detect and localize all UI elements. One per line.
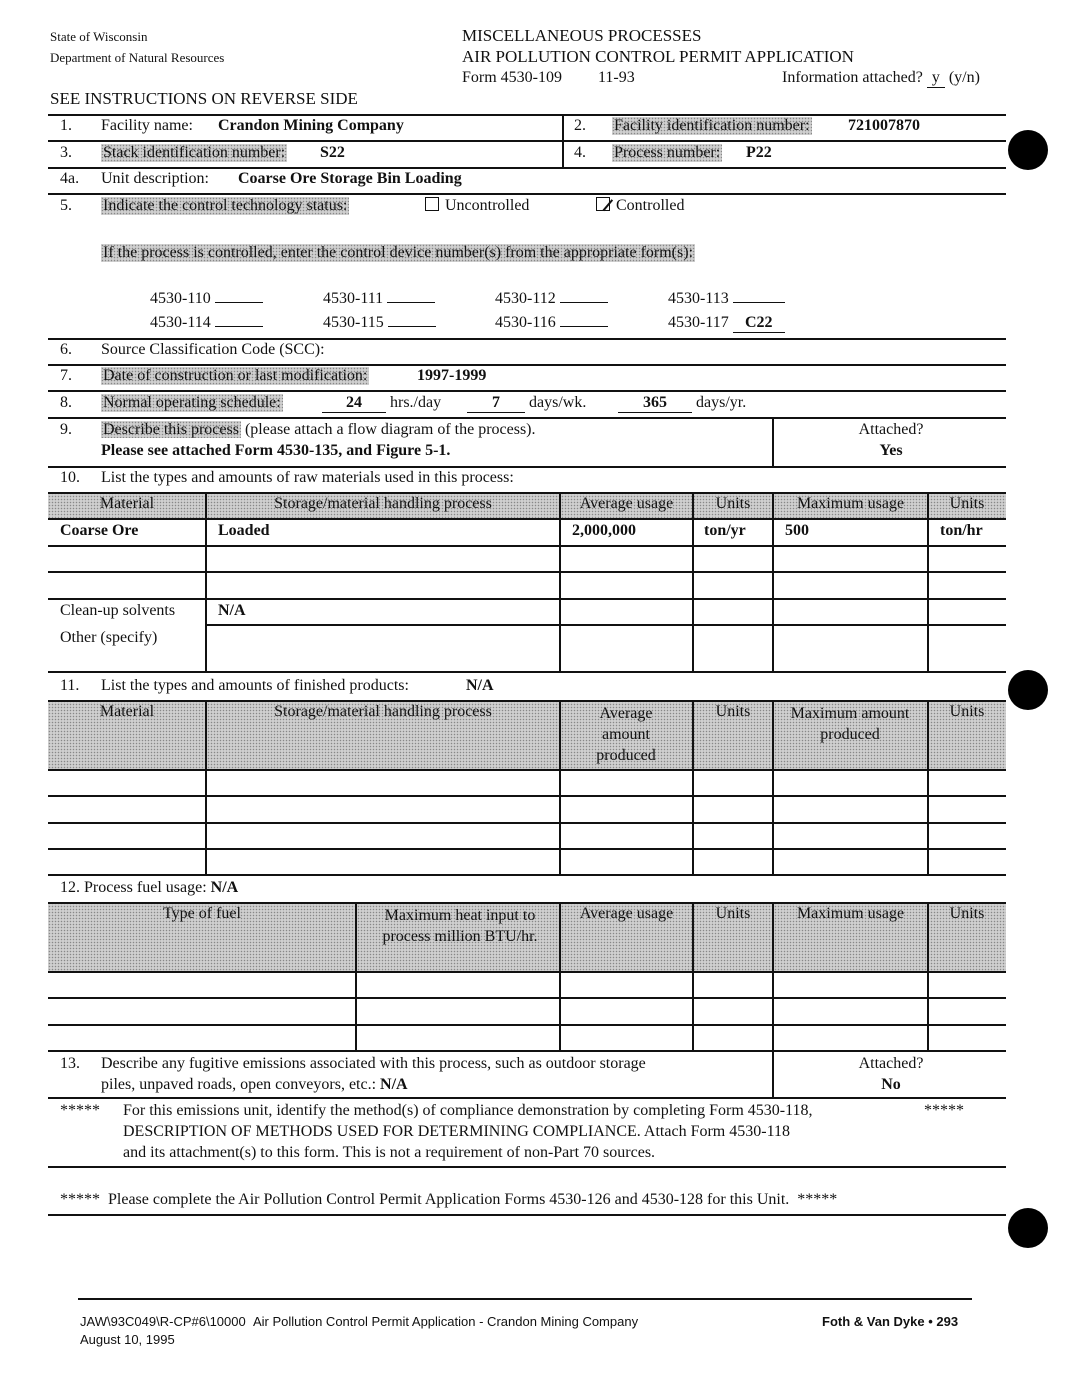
- instructions-note: SEE INSTRUCTIONS ON REVERSE SIDE: [50, 89, 358, 108]
- compliance-stars-right: *****: [924, 1102, 964, 1119]
- control-device-110[interactable]: [215, 302, 263, 303]
- q1-label: Facility name:: [101, 117, 193, 134]
- form-4530-114: 4530-114: [150, 314, 263, 332]
- rule: [48, 417, 1006, 419]
- table-cell: Clean-up solvents: [60, 602, 176, 619]
- rule: [48, 571, 1006, 573]
- q2-num: 2.: [574, 117, 586, 134]
- footer-rule: [78, 1298, 972, 1300]
- fp-col-maximum: Maximum amount produced: [790, 705, 910, 743]
- q8-num: 8.: [60, 394, 72, 411]
- rule: [48, 997, 1006, 999]
- form-4530-117: 4530-117 C22: [668, 314, 785, 333]
- days-per-year-value[interactable]: 365: [618, 394, 692, 413]
- info-attached: [782, 69, 980, 88]
- q8-label: Normal operating schedule:: [103, 394, 281, 411]
- table-cell: Other (specify): [60, 629, 158, 646]
- page-number: 293: [936, 1314, 959, 1329]
- q10-label: List the types and amounts of raw materials used in this process:: [101, 469, 514, 486]
- q7-label: Date of construction or last modification:: [103, 367, 368, 384]
- q2-label: Facility identification number:: [614, 117, 810, 134]
- raw-col-maximum: Maximum usage: [796, 495, 905, 512]
- punch-hole-3: [1008, 1208, 1048, 1248]
- q3-num: 3.: [60, 144, 72, 161]
- facility-name-value[interactable]: Crandon Mining Company: [218, 117, 404, 134]
- q6-num: 6.: [60, 341, 72, 358]
- q12-label-line: 12. Process fuel usage: N/A: [60, 879, 239, 896]
- q5-num: 5.: [60, 197, 72, 214]
- fuel-usage-value[interactable]: N/A: [210, 879, 239, 896]
- rule: [48, 545, 1006, 547]
- fp-col-units1: Units: [715, 703, 751, 720]
- uncontrolled-checkbox[interactable]: [425, 197, 439, 211]
- rule: [48, 598, 1006, 600]
- rule: [355, 902, 357, 1051]
- construction-date-value[interactable]: 1997-1999: [417, 367, 487, 384]
- stack-id-value[interactable]: S22: [320, 144, 345, 161]
- fp-col-average: Average amount produced: [596, 705, 656, 764]
- punch-hole-1: [1008, 130, 1048, 170]
- q13-attached-value[interactable]: No: [881, 1076, 901, 1093]
- table-cell[interactable]: ton/yr: [704, 522, 746, 539]
- uncontrolled-option[interactable]: [425, 197, 529, 215]
- rule: [205, 700, 207, 875]
- info-attached-options: (y/n): [948, 69, 980, 86]
- fuel-col-maximum: Maximum usage: [796, 905, 905, 922]
- rule: [48, 518, 1006, 520]
- compliance-line2: DESCRIPTION OF METHODS USED FOR DETERMINING COMPLIANCE. Attach Form 4530-118: [123, 1123, 790, 1140]
- rule: [48, 140, 1006, 142]
- process-description-value[interactable]: Please see attached Form 4530-135, and Figure 5-1.: [101, 442, 451, 459]
- footer-path: JAW\93C049\R-CP#6\10000: [80, 1314, 246, 1329]
- rule: [772, 492, 774, 672]
- form-4530-113: 4530-113: [668, 290, 785, 308]
- fuel-col-units1: Units: [715, 905, 751, 922]
- rule: [48, 1024, 1006, 1026]
- control-device-114[interactable]: [215, 326, 263, 327]
- rule: [48, 1050, 1006, 1052]
- q9-label: Describe this process (please attach a flow diagram of the process).: [103, 421, 536, 438]
- q11-label: List the types and amounts of finished products:: [101, 677, 409, 694]
- rule: [205, 492, 207, 672]
- unit-description-value[interactable]: Coarse Ore Storage Bin Loading: [238, 170, 462, 187]
- footer-date: August 10, 1995: [80, 1332, 175, 1347]
- control-device-116[interactable]: [560, 326, 608, 327]
- hours-per-day-value[interactable]: 24: [322, 394, 386, 413]
- info-attached-label: Information attached?: [782, 69, 923, 86]
- footer-company: Foth & Van Dyke • 293: [822, 1314, 959, 1329]
- fugitive-emissions-value[interactable]: N/A: [380, 1076, 408, 1093]
- rule: [48, 769, 1006, 771]
- table-cell[interactable]: ton/hr: [940, 522, 983, 539]
- raw-col-average: Average usage: [579, 495, 674, 512]
- q10-num: 10.: [60, 469, 80, 486]
- rule: [48, 390, 1006, 392]
- q9-attached-label: Attached?: [858, 421, 924, 438]
- rule: [48, 848, 1006, 850]
- form-number: Form 4530-109: [462, 69, 562, 86]
- rule: [48, 466, 1006, 468]
- q11-num: 11.: [60, 677, 80, 694]
- raw-col-units2: Units: [949, 495, 985, 512]
- rule: [772, 902, 774, 1051]
- days-per-week-value[interactable]: 7: [467, 394, 525, 413]
- q9-num: 9.: [60, 421, 72, 438]
- rule: [48, 1214, 1006, 1216]
- table-cell[interactable]: 500: [785, 522, 809, 539]
- rule: [48, 822, 1006, 824]
- fuel-col-type: Type of fuel: [163, 905, 241, 922]
- rule: [48, 1097, 1006, 1099]
- controlled-label: Controlled: [616, 197, 685, 214]
- rule: [927, 700, 929, 875]
- q1-num: 1.: [60, 117, 72, 134]
- form-date: 11-93: [598, 69, 635, 86]
- rule: [48, 167, 1006, 169]
- schedule-daysyr: 365 days/yr.: [618, 394, 746, 413]
- control-device-111[interactable]: [387, 302, 435, 303]
- agency-line1: State of Wisconsin: [50, 29, 148, 44]
- finished-products-value[interactable]: N/A: [466, 677, 494, 694]
- fp-col-units2: Units: [949, 703, 985, 720]
- form-4530-110: 4530-110: [150, 290, 263, 308]
- rule: [48, 114, 1006, 116]
- control-device-117[interactable]: C22: [733, 314, 785, 333]
- controlled-option[interactable]: [596, 197, 684, 215]
- rule: [48, 1166, 1006, 1168]
- compliance-line3: and its attachment(s) to this form. This is not a requirement of non-Part 70 sources.: [123, 1144, 656, 1161]
- q6-label: Source Classification Code (SCC):: [101, 341, 325, 358]
- rule: [48, 338, 1006, 340]
- rule: [48, 364, 1006, 366]
- form-4530-111: 4530-111: [323, 290, 435, 308]
- rule: [48, 795, 1006, 797]
- control-device-instruction: If the process is controlled, enter the control device number(s) from the appropriate form(s):: [103, 244, 694, 261]
- raw-col-units1: Units: [715, 495, 751, 512]
- q4-label: Process number:: [614, 144, 721, 161]
- rule: [692, 902, 694, 1051]
- rule: [559, 492, 561, 672]
- final-note: ***** Please complete the Air Pollution Control Permit Application Forms 4530-126 and 4530-128 for this Unit. *****: [60, 1191, 838, 1208]
- rule: [48, 902, 1006, 904]
- q13-line1: Describe any fugitive emissions associated with this process, such as outdoor storage: [101, 1055, 646, 1072]
- rule: [206, 624, 1006, 626]
- fuel-col-units2: Units: [949, 905, 985, 922]
- uncontrolled-label: Uncontrolled: [445, 197, 530, 214]
- table-cell[interactable]: Loaded: [218, 522, 270, 539]
- form-4530-116: 4530-116: [495, 314, 608, 332]
- fp-col-material: Material: [99, 703, 155, 720]
- rule: [559, 700, 561, 875]
- rule: [48, 193, 1006, 195]
- rule: [692, 492, 694, 672]
- rule: [772, 700, 774, 875]
- q3-label: Stack identification number:: [103, 144, 286, 161]
- q7-num: 7.: [60, 367, 72, 384]
- control-device-113[interactable]: [733, 302, 785, 303]
- q13-line2: piles, unpaved roads, open conveyors, etc.: N/A: [101, 1076, 408, 1093]
- rule: [559, 902, 561, 1051]
- form-title-1: MISCELLANEOUS PROCESSES: [462, 26, 702, 45]
- q4a-num: 4a.: [60, 170, 80, 187]
- control-device-112[interactable]: [560, 302, 608, 303]
- process-number-value[interactable]: P22: [746, 144, 772, 161]
- raw-col-material: Material: [99, 495, 155, 512]
- q13-num: 13.: [60, 1055, 80, 1072]
- punch-hole-2: [1008, 670, 1048, 710]
- fuel-col-average: Average usage: [579, 905, 674, 922]
- schedule-hours: 24 hrs./day: [322, 394, 441, 413]
- fp-col-storage: Storage/material handling process: [274, 703, 492, 720]
- q5-label: Indicate the control technology status:: [103, 197, 348, 214]
- table-cell[interactable]: N/A: [218, 602, 246, 619]
- agency-line2: Department of Natural Resources: [50, 50, 225, 65]
- table-cell[interactable]: Coarse Ore: [60, 522, 139, 539]
- compliance-stars-left: *****: [60, 1102, 100, 1119]
- fuel-col-heat-input: Maximum heat input to process million BTU/hr.: [382, 907, 538, 945]
- rule: [48, 971, 1006, 973]
- rule: [48, 492, 1006, 494]
- rule: [927, 492, 929, 672]
- rule: [48, 700, 1006, 702]
- footer-title: Air Pollution Control Permit Application - Crandon Mining Company: [252, 1314, 639, 1329]
- q9-attached-value[interactable]: Yes: [879, 442, 903, 459]
- form-4530-115: 4530-115: [323, 314, 436, 332]
- form-title-2: AIR POLLUTION CONTROL PERMIT APPLICATION: [462, 47, 854, 66]
- raw-col-storage: Storage/material handling process: [274, 495, 492, 512]
- form-4530-112: 4530-112: [495, 290, 608, 308]
- controlled-checkbox[interactable]: [596, 197, 610, 211]
- q13-attached-label: Attached?: [858, 1055, 924, 1072]
- rule: [927, 902, 929, 1051]
- schedule-days: 7 days/wk.: [467, 394, 586, 413]
- table-cell[interactable]: 2,000,000: [572, 522, 636, 539]
- info-attached-value[interactable]: y: [927, 69, 945, 88]
- q4-num: 4.: [574, 144, 586, 161]
- q4a-label: Unit description:: [101, 170, 209, 187]
- rule: [692, 700, 694, 875]
- compliance-line1: For this emissions unit, identify the method(s) of compliance demonstration by completing Form 4530-118,: [123, 1102, 813, 1119]
- facility-id-value[interactable]: 721007870: [848, 117, 920, 134]
- footer-line1: [80, 1314, 638, 1329]
- rule: [48, 874, 1006, 876]
- rule: [48, 671, 1006, 673]
- control-device-115[interactable]: [388, 326, 436, 327]
